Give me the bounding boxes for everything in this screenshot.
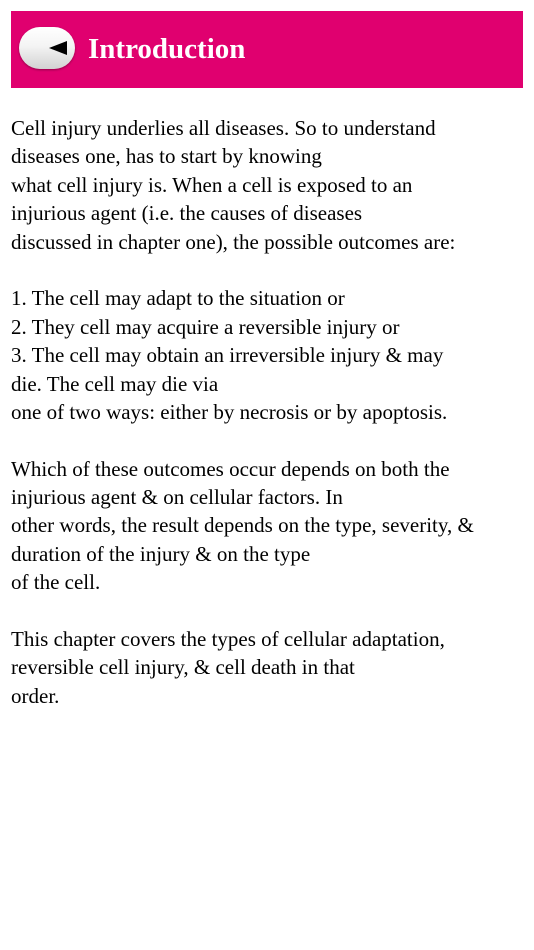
- header-bar: [11, 11, 523, 88]
- paragraph-outcomes-list: [11, 284, 527, 426]
- list-item: 1. The cell may adapt to the situation or: [11, 286, 345, 311]
- paragraph-spacer: [11, 256, 527, 284]
- text-line: Which of these outcomes occur depends on both the: [11, 456, 450, 481]
- paragraph-intro: [11, 114, 527, 256]
- text-line: duration of the injury & on the type: [11, 541, 311, 566]
- list-item: one of two ways: either by necrosis or by apoptosis.: [11, 399, 448, 424]
- paragraph-spacer: [11, 426, 527, 454]
- text-line: reversible cell injury, & cell death in that: [11, 655, 355, 680]
- paragraph-spacer: [11, 597, 527, 625]
- text-line: discussed in chapter one), the possible outcomes are:: [11, 229, 456, 254]
- list-item: 3. The cell may obtain an irreversible injury & may: [11, 343, 444, 368]
- text-line: what cell injury is. When a cell is exposed to an: [11, 172, 413, 197]
- page-title: Introduction: [88, 33, 246, 65]
- text-line: order.: [11, 683, 60, 708]
- text-line: of the cell.: [11, 570, 101, 595]
- text-line: injurious agent & on cellular factors. In: [11, 485, 343, 510]
- back-arrow-icon: [49, 41, 67, 55]
- paragraph-factors: [11, 455, 527, 597]
- text-line: This chapter covers the types of cellular adaptation,: [11, 627, 445, 652]
- text-line: other words, the result depends on the type, severity, &: [11, 513, 474, 538]
- text-line: Cell injury underlies all diseases. So to understand: [11, 116, 436, 140]
- text-line: injurious agent (i.e. the causes of diseases: [11, 201, 363, 226]
- list-item: die. The cell may die via: [11, 371, 219, 396]
- text-line: diseases one, has to start by knowing: [11, 144, 322, 169]
- article-body: [11, 114, 527, 710]
- list-item: 2. They cell may acquire a reversible injury or: [11, 314, 400, 339]
- paragraph-chapter-scope: [11, 625, 527, 710]
- back-button[interactable]: [19, 27, 75, 69]
